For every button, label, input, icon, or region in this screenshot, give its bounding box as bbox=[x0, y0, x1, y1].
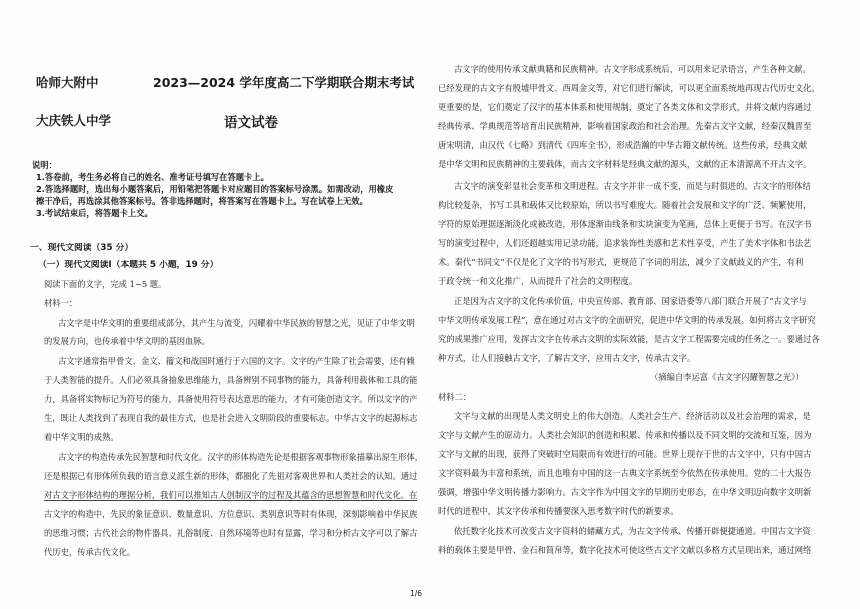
body-line: 文字资料最为丰富和系统，而且也唯有中国的这一古典文字系统至今依然在传承使用。党的二十大报告 bbox=[438, 468, 812, 478]
body-line: 唐宋明清，由汉代《七略》到清代《四库全书》，形成浩瀚的中华古籍文献传统。这些传承，经典文献 bbox=[438, 140, 808, 150]
body-line: 写的演变过程中，人们还超越实用记录功能，追求装饰性美感和艺术性享受，产生了美术字体和书法艺 bbox=[438, 238, 812, 248]
body-line: 的发展方向，也传承着中华文明的基因血脉。 bbox=[44, 336, 210, 346]
subject-title: 语文试卷 bbox=[224, 115, 278, 131]
body-line: 文字与文献的出现是人类文明史上的伟大创造。人类社会生产、经济活动以及社会治理的需求，是 bbox=[454, 411, 811, 421]
body-line: 强调，增强中华文明传播力影响力。古文字作为中国文字的早期历史形态，在中华文明迈向数字文明新 bbox=[438, 487, 812, 497]
source-citation: （摘编自李运富《古文字闪耀智慧之光》） bbox=[650, 372, 804, 382]
body-line: 已经发现的古文字有殷墟甲骨文、西周金文等，对它们进行解读，可以更全面系统地再现古代历史文化。 bbox=[438, 83, 820, 93]
body-line: 于人类智能的提升。人们必须具备抽象思维能力，具备辨别不同事物的能力，具备利用载体和工具的能 bbox=[44, 375, 418, 385]
school-name-1: 哈师大附中 bbox=[36, 75, 99, 90]
body-line: 古文字的使用传承文献典籍和民族精神。古文字形成系统后，可以用来记录语言，产生各种文献。 bbox=[454, 64, 811, 74]
instructions-title: 说明： bbox=[32, 160, 57, 170]
exam-title: 2023—2024 学年度高二下学期联合期末考试 bbox=[153, 75, 415, 90]
body-line: 古文字的构造中，先民的象征意识、数量意识、方位意识、类别意识等时有体现，深刻影响着中华民族 bbox=[44, 509, 418, 519]
body-line: 于政令统一和文化推广，从而提升了社会的文明程度。 bbox=[438, 276, 638, 286]
body-line: 文字与文献的出现，获得了突破时空局限而有效进行的可能。世界上现存于世的古文字中，只有中国古 bbox=[438, 449, 812, 459]
body-line: 古文字的演变彰显社会变革和文明进程。古文字并非一成不变，而是与时俱进的。古文字的形体结 bbox=[454, 181, 811, 191]
body-line: 正是因为古文字的文化传承价值，中央宣传部、教育部、国家语委等八部门联合开展了“古文字与 bbox=[454, 296, 807, 306]
material-2-label: 材料二： bbox=[438, 392, 472, 402]
body-line: 经典传承、学典规范等培育出民族精神，影响着国家政治和社会治理。先秦古文字文献，经秦汉魏晋至 bbox=[438, 121, 812, 131]
body-line: 古文字的构造传承先民智慧和时代文化。汉字的形体构造先论是根据客观事物形象描摹出原生形体， bbox=[58, 452, 424, 462]
body-line: 的思维习惯；古代社会的物件器具、礼俗制度、自然环境等也时有显露，学习和分析古文字可以了解古 bbox=[44, 528, 418, 538]
body-line: 力，具备将实物标记为符号的能力，具备使用符号表达意思的能力，才有可能创造文字。所以文字的产 bbox=[44, 394, 418, 404]
body-line: 古文字通常指甲骨文、金文、籀文和战国时通行于六国的文字。文字的产生除了社会需要，还有赖 bbox=[58, 356, 415, 366]
body-line: 料的载体主要是甲骨、金石和简帛等，数字化技术可使这些古文字文献以多格方式呈现出来，通过网络 bbox=[438, 545, 812, 555]
instruction-line: 1.答卷前，考生务必将自己的姓名、准考证号填写在答题卡上。 bbox=[36, 172, 269, 182]
body-line: 是中华文明和民族精神的主要载体，而古文字材料是经典文献的源头，文献的正本清源离不开古文字。 bbox=[438, 159, 812, 169]
body-line: 代历史，传承古代文化。 bbox=[44, 547, 136, 557]
body-line: 时代的进程中，其文字传承和传播要深入思考数字时代的新要求。 bbox=[438, 506, 679, 516]
body-line: 术。秦代“书同文”不仅是化了文字的书写形式，更规范了字词的用法，减少了文献歧义的产生，有利 bbox=[438, 257, 804, 267]
section-subtitle: （一）现代文阅读Ⅰ（本题共 5 小题，19 分） bbox=[38, 260, 219, 270]
body-line: 种方式，让人们接触古文字，了解古文字，应用古文字，传承古文字。 bbox=[438, 353, 696, 363]
body-line: 着中华文明的成熟。 bbox=[44, 432, 119, 442]
instruction-line: 2.答选择题时，选出每小题答案后，用铅笔把答题卡对应题目的答案标号涂黑。如需改动，用橡皮 bbox=[36, 184, 394, 194]
reading-prompt: 阅读下面的文字，完成 1~5 题。 bbox=[44, 279, 167, 289]
body-line-underlined: 对古文字形体结构的理据分析，我们可以推知古人创制汉字的过程及其蕴含的思想智慧和时代文化。在 bbox=[44, 490, 418, 500]
material-1-label: 材料一： bbox=[44, 298, 78, 308]
body-line: 文字与文献产生的原动力。人类社会知识的创造和积累、传承和传播以及不同文明的交流和互鉴，因为 bbox=[438, 430, 812, 440]
page-number: 1/6 bbox=[410, 589, 423, 598]
body-line: 究的成果推广应用，发挥古文字在传承古文明的实际效能，是古文字工程需要完成的任务之一。要通过各 bbox=[438, 334, 820, 344]
body-line: 依托数字化技术可改变古文字资料的储藏方式，为古文字传承、传播开辟便捷通道。中国古文字资 bbox=[454, 526, 811, 536]
body-line: 还是根据已有形体所负载的语言意义派生新的形体，都圈化了先祖对客观世界和人类社会的认知。通过 bbox=[44, 471, 418, 481]
section-title: 一、现代文阅读（35 分） bbox=[30, 243, 134, 253]
body-line: 字符的原始理据逐渐淡化或被改造，形体逐渐由线条和实块演变为笔画，总体上更便于书写。在汉字书 bbox=[438, 219, 812, 229]
instruction-line: 擦干净后，再选涂其他答案标号。答非选择题时，将答案写在答题卡上。写在试卷上无效。 bbox=[36, 196, 368, 206]
body-line: 生，既让人类找到了表现自我的最佳方式，也是社会进入文明阶段的重要标志。中华古文字的起源标志 bbox=[44, 413, 418, 423]
body-line: 古文字是中华文明的重要组成部分，其产生与流变，闪耀着中华民族的智慧之光，见证了中华文明 bbox=[58, 318, 415, 328]
body-line: 中华文明传承发展工程”，意在通过对古文字的全面研究，促进中华文明的传承发展。如何将古文字研究 bbox=[438, 315, 816, 325]
body-line: 更重要的是，它们奠定了汉字的基本体系和使用规制，奠定了各类文体和文学形式，并将文献内容通过 bbox=[438, 102, 812, 112]
body-line: 构比较复杂，书写工具和载体又比较原始，所以书写难度大。随着社会发展和文字的广泛、频繁使用， bbox=[438, 200, 812, 210]
instruction-line: 3.考试结束后，将答题卡上交。 bbox=[36, 208, 153, 218]
school-name-2: 大庆铁人中学 bbox=[36, 113, 112, 128]
